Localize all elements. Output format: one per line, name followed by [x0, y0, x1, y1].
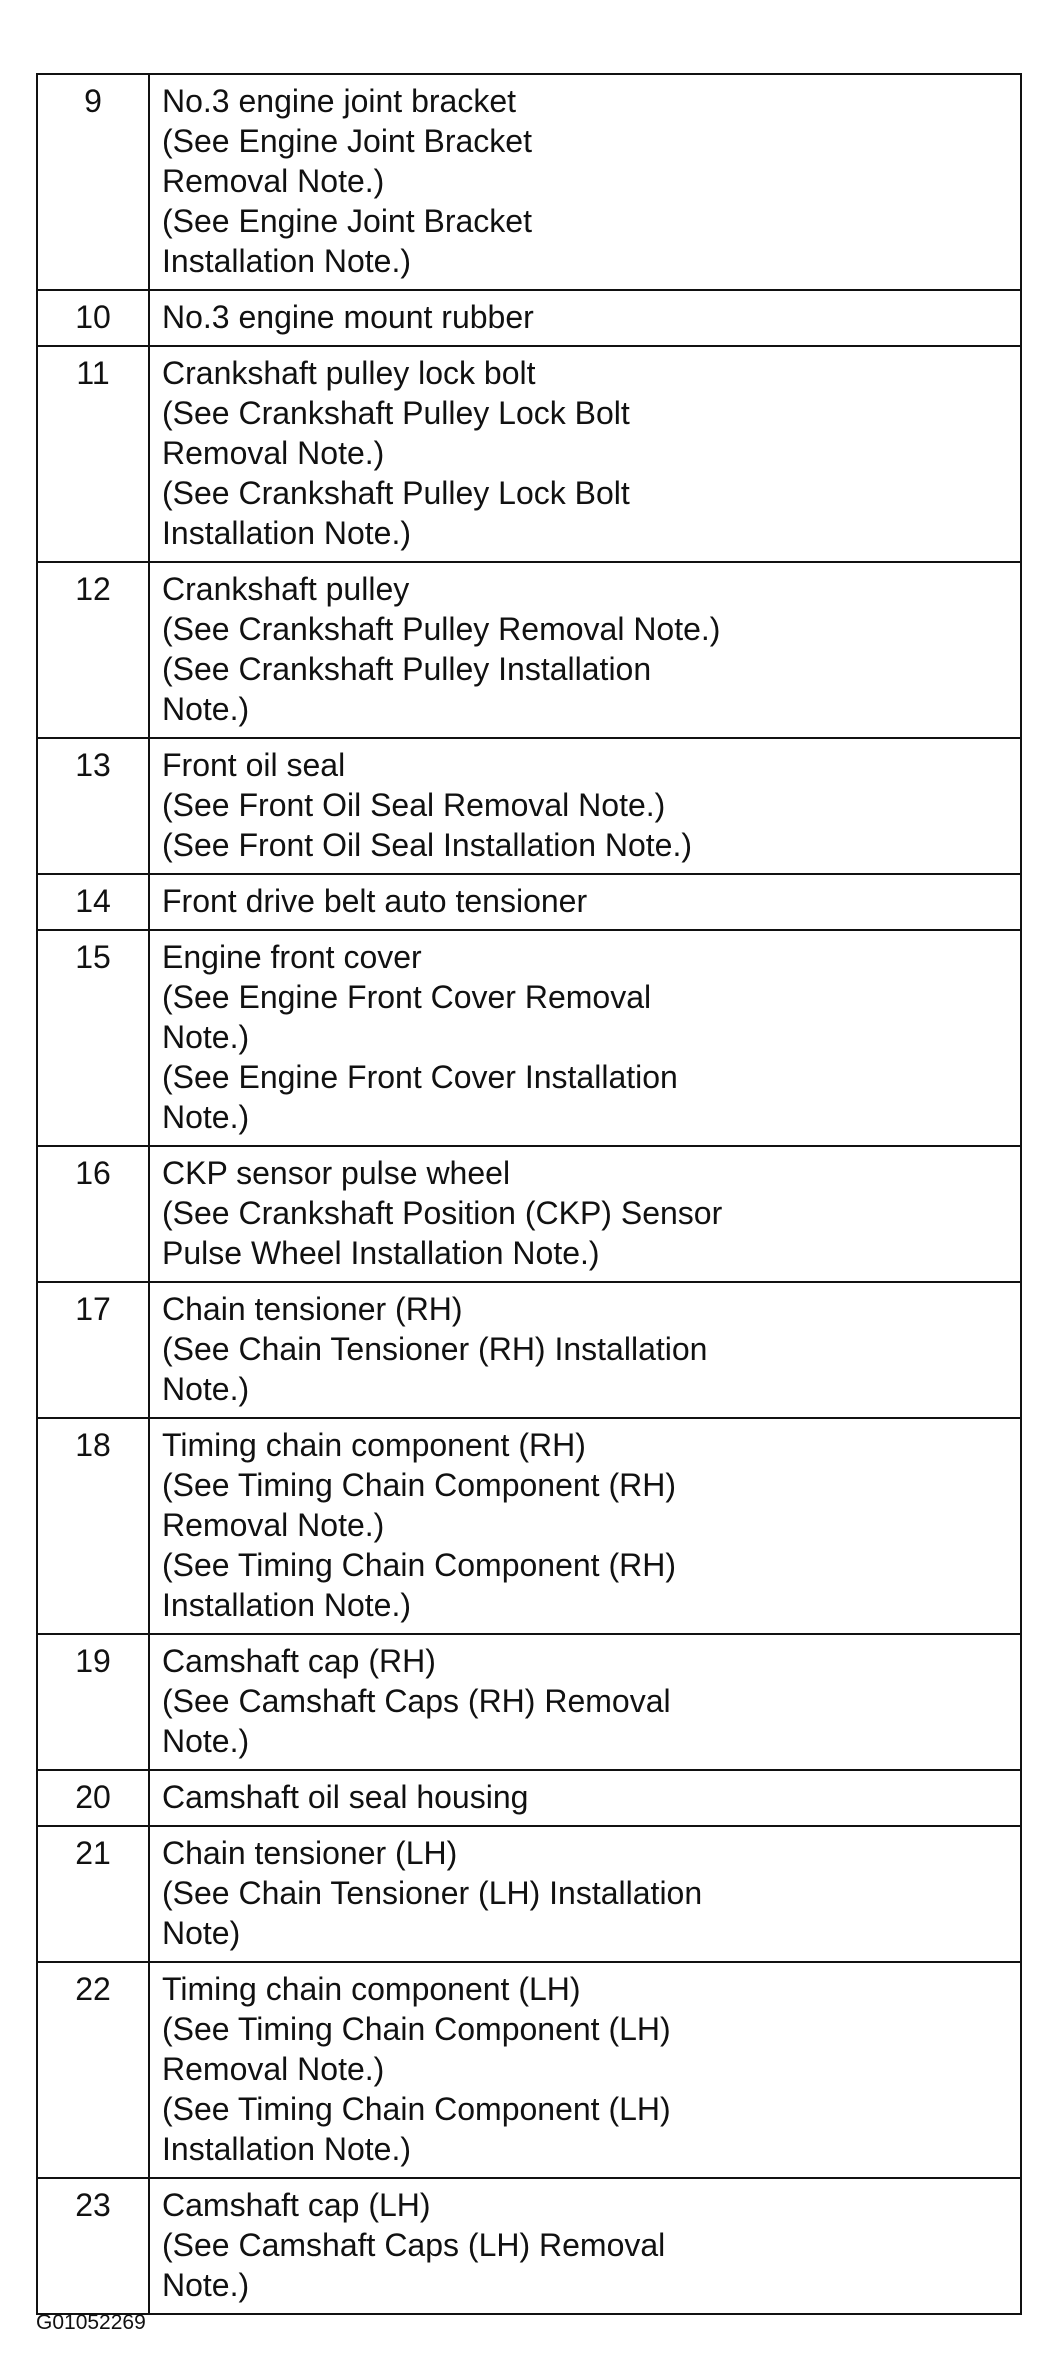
- description-line: CKP sensor pulse wheel: [162, 1155, 511, 1191]
- parts-table: [36, 73, 1022, 2315]
- parts-table-body: [37, 74, 1021, 2314]
- item-description: [149, 1282, 1021, 1418]
- description-line: Crankshaft pulley lock bolt: [162, 355, 536, 391]
- description-line: (See Timing Chain Component (LH): [162, 2091, 671, 2127]
- description-line: Note.): [162, 1371, 250, 1407]
- item-number: 21: [37, 1826, 149, 1962]
- description-line: Engine front cover: [162, 939, 422, 975]
- description-line: Front oil seal: [162, 747, 346, 783]
- item-number: 14: [37, 874, 149, 930]
- table-row: [37, 930, 1021, 1146]
- description-line: (See Engine Joint Bracket: [162, 123, 532, 159]
- description-line: Installation Note.): [162, 243, 412, 279]
- description-line: (See Crankshaft Pulley Lock Bolt: [162, 475, 630, 511]
- table-row: [37, 1962, 1021, 2178]
- description-line: (See Camshaft Caps (LH) Removal: [162, 2227, 666, 2263]
- item-description: [149, 346, 1021, 562]
- description-line: (See Chain Tensioner (RH) Installation: [162, 1331, 708, 1367]
- item-description: [149, 74, 1021, 290]
- description-line: (See Crankshaft Position (CKP) Sensor: [162, 1195, 723, 1231]
- table-row: [37, 290, 1021, 346]
- item-number: 12: [37, 562, 149, 738]
- description-line: Installation Note.): [162, 2131, 412, 2167]
- item-description: [149, 562, 1021, 738]
- item-number: 19: [37, 1634, 149, 1770]
- table-row: [37, 874, 1021, 930]
- table-row: [37, 2178, 1021, 2314]
- item-number: 11: [37, 346, 149, 562]
- item-description: [149, 1418, 1021, 1634]
- item-description: [149, 874, 1021, 930]
- table-row: [37, 562, 1021, 738]
- description-line: Note.): [162, 691, 250, 727]
- description-line: Pulse Wheel Installation Note.): [162, 1235, 600, 1271]
- description-line: (See Timing Chain Component (RH): [162, 1467, 676, 1503]
- description-line: Note.): [162, 2267, 250, 2303]
- table-row: [37, 346, 1021, 562]
- item-number: 10: [37, 290, 149, 346]
- item-description: [149, 930, 1021, 1146]
- description-line: Removal Note.): [162, 163, 385, 199]
- item-number: 20: [37, 1770, 149, 1826]
- description-line: Crankshaft pulley: [162, 571, 410, 607]
- item-number: 22: [37, 1962, 149, 2178]
- item-description: [149, 290, 1021, 346]
- description-line: Front drive belt auto tensioner: [162, 883, 588, 919]
- description-line: (See Crankshaft Pulley Installation: [162, 651, 652, 687]
- description-line: (See Engine Front Cover Installation: [162, 1059, 678, 1095]
- description-line: (See Timing Chain Component (LH): [162, 2011, 671, 2047]
- item-description: [149, 2178, 1021, 2314]
- item-number: 16: [37, 1146, 149, 1282]
- description-line: No.3 engine mount rubber: [162, 299, 534, 335]
- item-description: [149, 1634, 1021, 1770]
- description-line: (See Engine Front Cover Removal: [162, 979, 652, 1015]
- table-row: [37, 1146, 1021, 1282]
- description-line: (See Chain Tensioner (LH) Installation: [162, 1875, 703, 1911]
- table-row: [37, 74, 1021, 290]
- item-description: [149, 1146, 1021, 1282]
- item-description: [149, 1962, 1021, 2178]
- table-row: [37, 738, 1021, 874]
- description-line: Camshaft cap (RH): [162, 1643, 436, 1679]
- description-line: (See Crankshaft Pulley Removal Note.): [162, 611, 721, 647]
- description-line: Note): [162, 1915, 241, 1951]
- description-line: (See Camshaft Caps (RH) Removal: [162, 1683, 671, 1719]
- item-description: [149, 1770, 1021, 1826]
- table-row: [37, 1418, 1021, 1634]
- figure-id: G01052269: [36, 2311, 146, 2334]
- description-line: (See Crankshaft Pulley Lock Bolt: [162, 395, 630, 431]
- item-description: [149, 738, 1021, 874]
- description-line: Chain tensioner (LH): [162, 1835, 458, 1871]
- item-number: 18: [37, 1418, 149, 1634]
- description-line: (See Front Oil Seal Removal Note.): [162, 787, 666, 823]
- description-line: Note.): [162, 1019, 250, 1055]
- description-line: Timing chain component (LH): [162, 1971, 581, 2007]
- table-row: [37, 1634, 1021, 1770]
- item-number: 15: [37, 930, 149, 1146]
- description-line: Timing chain component (RH): [162, 1427, 586, 1463]
- item-number: 9: [37, 74, 149, 290]
- description-line: Removal Note.): [162, 1507, 385, 1543]
- description-line: Installation Note.): [162, 1587, 412, 1623]
- description-line: No.3 engine joint bracket: [162, 83, 516, 119]
- description-line: Camshaft cap (LH): [162, 2187, 431, 2223]
- item-number: 17: [37, 1282, 149, 1418]
- description-line: (See Timing Chain Component (RH): [162, 1547, 676, 1583]
- description-line: Removal Note.): [162, 435, 385, 471]
- description-line: Note.): [162, 1099, 250, 1135]
- description-line: Installation Note.): [162, 515, 412, 551]
- description-line: Removal Note.): [162, 2051, 385, 2087]
- table-row: [37, 1282, 1021, 1418]
- description-line: (See Engine Joint Bracket: [162, 203, 532, 239]
- item-number: 23: [37, 2178, 149, 2314]
- table-row: [37, 1770, 1021, 1826]
- description-line: (See Front Oil Seal Installation Note.): [162, 827, 693, 863]
- item-description: [149, 1826, 1021, 1962]
- description-line: Note.): [162, 1723, 250, 1759]
- description-line: Camshaft oil seal housing: [162, 1779, 529, 1815]
- item-number: 13: [37, 738, 149, 874]
- table-row: [37, 1826, 1021, 1962]
- description-line: Chain tensioner (RH): [162, 1291, 463, 1327]
